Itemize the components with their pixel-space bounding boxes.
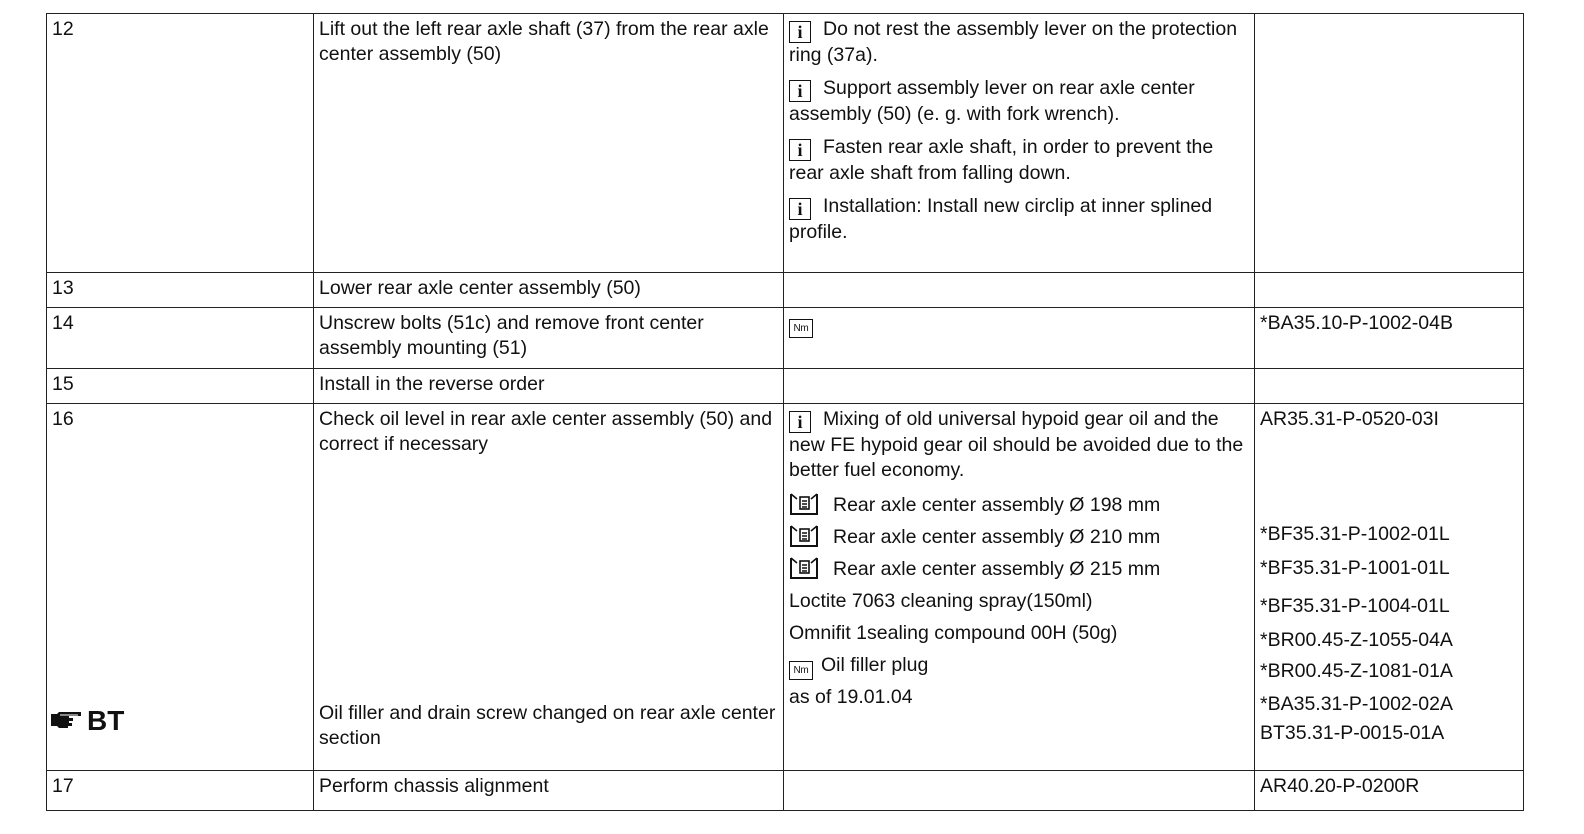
reference[interactable]: *BA35.10-P-1002-04B <box>1255 308 1524 369</box>
table-row <box>47 273 1524 308</box>
note: i Fasten rear axle shaft, in order to prevent the rear axle shaft from falling down. <box>789 136 1214 184</box>
step-number: 17 <box>47 771 314 811</box>
list-item: Omnifit 1sealing compound 00H (50g) <box>789 622 1118 644</box>
step-action <box>314 404 784 771</box>
fill-level-icon <box>789 522 819 548</box>
reference <box>1255 404 1524 771</box>
list-item: Rear axle center assembly Ø 198 mm <box>789 489 1249 521</box>
step-number: 12 <box>47 14 314 273</box>
table-row <box>47 369 1524 404</box>
step-notes <box>784 771 1255 811</box>
reference-link[interactable]: AR35.31-P-0520-03I <box>1260 408 1439 430</box>
reference <box>1255 14 1524 273</box>
step-number: 16 <box>47 404 314 771</box>
step-action: Perform chassis alignment <box>314 771 784 811</box>
step-action: Unscrew bolts (51c) and remove front center assembly mounting (51) <box>314 308 784 369</box>
reference-link[interactable]: *BR00.45-Z-1081-01A <box>1260 660 1453 682</box>
reference <box>1255 369 1524 404</box>
step-notes <box>784 369 1255 404</box>
reference-link[interactable]: *BF35.31-P-1004-01L <box>1260 595 1450 617</box>
info-icon: i <box>789 80 811 102</box>
step-action: Install in the reverse order <box>314 369 784 404</box>
info-icon: i <box>789 139 811 161</box>
step-notes <box>784 273 1255 308</box>
note: i Do not rest the assembly lever on the protection ring (37a). <box>789 18 1238 66</box>
bt-marker <box>49 705 124 737</box>
note: i Installation: Install new circlip at inner splined profile. <box>789 195 1213 243</box>
fill-level-icon <box>789 490 819 516</box>
step-number: 13 <box>47 273 314 308</box>
list-item: Loctite 7063 cleaning spray(150ml) <box>789 590 1093 612</box>
pointing-hand-icon <box>49 710 83 732</box>
reference-link[interactable]: *BF35.31-P-1002-01L <box>1260 523 1450 545</box>
step-action-text: Check oil level in rear axle center assembly (50) and correct if necessary <box>319 408 773 455</box>
table-row <box>47 404 1524 771</box>
note: i Mixing of old universal hypoid gear oil and the new FE hypoid gear oil should be avoided due to the better fuel economy. <box>789 408 1244 481</box>
torque-icon: Nm <box>789 661 813 680</box>
info-icon: i <box>789 411 811 433</box>
step-action: Lower rear axle center assembly (50) <box>314 273 784 308</box>
torque-icon: Nm <box>789 319 813 338</box>
info-icon: i <box>789 198 811 220</box>
list-item: Rear axle center assembly Ø 215 mm <box>789 553 1249 585</box>
info-icon: i <box>789 21 811 43</box>
list-item: Nm Oil filler plug <box>789 649 1249 681</box>
reference[interactable]: AR40.20-P-0200R <box>1255 771 1524 811</box>
step-notes <box>784 404 1255 771</box>
step-action: Lift out the left rear axle shaft (37) from the rear axle center assembly (50) <box>314 14 784 273</box>
bt-action-text: Oil filler and drain screw changed on rear axle center section <box>319 702 776 749</box>
reference <box>1255 273 1524 308</box>
bt-note: as of 19.01.04 <box>789 686 913 708</box>
reference-link[interactable]: *BR00.45-Z-1055-04A <box>1260 629 1453 651</box>
reference-link[interactable]: BT35.31-P-0015-01A <box>1260 722 1445 744</box>
procedure-table <box>46 13 1524 811</box>
step-notes <box>784 308 1255 369</box>
bt-label: BT <box>87 705 125 736</box>
step-notes <box>784 14 1255 273</box>
note: i Support assembly lever on rear axle center assembly (50) (e. g. with fork wrench). <box>789 77 1195 125</box>
step-number: 15 <box>47 369 314 404</box>
table-row <box>47 308 1524 369</box>
step-number: 14 <box>47 308 314 369</box>
table-row <box>47 14 1524 273</box>
reference-link[interactable]: *BA35.31-P-1002-02A <box>1260 693 1453 715</box>
list-item: Rear axle center assembly Ø 210 mm <box>789 521 1249 553</box>
fill-level-icon <box>789 554 819 580</box>
table-row <box>47 771 1524 811</box>
reference-link[interactable]: *BF35.31-P-1001-01L <box>1260 557 1450 579</box>
